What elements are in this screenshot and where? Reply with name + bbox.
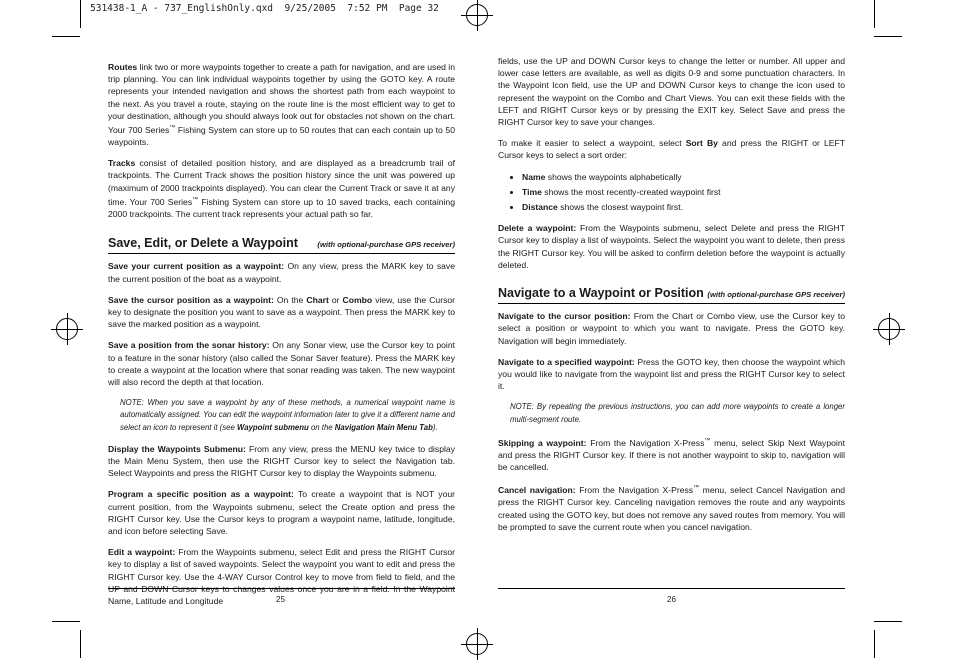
trademark-mark: ™ <box>169 125 176 132</box>
section-heading-save-edit-delete <box>108 237 455 254</box>
cancel-navigation-paragraph: Cancel navigation: From the Navigation X-Press™ menu, select Cancel Navigation and press the RIGHT Cursor key. Canceling navigation removes the route and any waypoints created using the GOTO key, but does not remove any saved routes from memory. You will be prompted to save the current route when you cancel navigation. <box>498 485 846 532</box>
footer-rule-left <box>108 588 455 589</box>
waypoint-note: NOTE: When you save a waypoint by any of these methods, a numerical waypoint name is automatically assigned. You can edit the waypoint information later to give it a different name and select an icon to represent it (see Waypoint submenu on the Navigation Main Menu Tab). <box>120 398 455 432</box>
crop-mark <box>874 630 875 658</box>
page-number-right: 26 <box>667 595 676 604</box>
skipping-paragraph: Skipping a waypoint: From the Navigation X-Press™ menu, select Skip Next Waypoint and press the RIGHT Cursor key. If there is not another waypoint to skip to, navigation will be cancelled. <box>498 437 845 473</box>
section-title: Navigate to a Waypoint or Position <box>498 286 704 301</box>
navigate-cursor-paragraph: Navigate to the cursor position: From the Chart or Combo view, use the Cursor key to select a position or waypoint to which you want to navigate. Press the GOTO key. Navigation will begin immediately. <box>498 311 845 346</box>
tracks-term: Tracks <box>108 158 136 169</box>
navigation-note: NOTE: By repeating the previous instructions, you can add more waypoints to create a longer multi-segment route. <box>510 402 845 424</box>
registration-mark-bottom <box>466 633 488 655</box>
display-submenu-paragraph: Display the Waypoints Submenu: From any view, press the MENU key twice to display the Main Menu System, then use the RIGHT Cursor key to select the Navigation tab. Select Waypoints and press the RIGHT Cursor key to display the Waypoints submenu. <box>108 443 455 479</box>
routes-term: Routes <box>108 62 138 72</box>
navigate-specified-paragraph: Navigate to a specified waypoint: Press the GOTO key, then choose the waypoint which you would like to navigate from the waypoint list and press the RIGHT Cursor key to select it. <box>498 356 846 392</box>
trademark-mark: ™ <box>192 196 199 203</box>
tracks-paragraph: Tracks consist of detailed position history, and are displayed as a breadcrumb trail of trackpoints. The Current Track shows the position history since the unit was powered up (maximum of 2000 trackpoints displayed). You can clear the Current Track or save it at any time. Your 700 Series™ Fishing System can store up to 10 saved tracks, each containing 2000 trackpoints. The current track represents your actual path so far. <box>108 158 455 219</box>
save-sonar-paragraph: Save a position from the sonar history: On any Sonar view, use the Cursor key to point to a feature in the sonar history (also called the Sonar Saver feature). Press the MARK key to create a waypoint at the location where that sonar reading was taken. The new waypoint will also record the depth at that location. <box>108 340 455 387</box>
sort-options-list <box>498 171 845 214</box>
list-item: • Distance shows the closest waypoint first. <box>522 201 845 213</box>
trademark-mark: ™ <box>704 437 711 444</box>
crop-mark <box>52 621 80 622</box>
program-position-paragraph: Program a specific position as a waypoint: To create a waypoint that is NOT your current position, from the Waypoints submenu, select the Create option and press the RIGHT Cursor key. Use the Cursor keys to program a waypoint name, latitude, longitude, and icon before selecting Save. <box>108 489 455 537</box>
crop-mark <box>874 621 902 622</box>
sort-paragraph: To make it easier to select a waypoint, select Sort By and press the RIGHT or LEFT Cursor keys to select a sort order: <box>498 138 846 161</box>
crop-mark <box>80 630 81 658</box>
edit-waypoint-paragraph: Edit a waypoint: From the Waypoints submenu, select Edit and press the RIGHT Cursor key to display a list of saved waypoints. Select the waypoint you want to edit and press the RIGHT Cursor key. Use the 4-WAY Cursor Control key to move from field to field, and the Name, Latitude and Longitude <box>108 547 455 607</box>
footer-rule-right <box>498 588 845 589</box>
left-page-column <box>108 61 455 616</box>
crop-mark <box>874 0 875 28</box>
section-heading-navigate <box>498 287 845 304</box>
crop-mark <box>52 36 80 37</box>
registration-mark-left <box>56 318 78 340</box>
crop-mark <box>80 0 81 28</box>
save-cursor-paragraph: Save the cursor position as a waypoint: On the Chart or Combo view, use the Cursor key to designate the position you want to save as a waypoint. Then press the MARK key to save the marked position as a waypoint. <box>108 294 456 330</box>
crop-mark <box>874 36 902 37</box>
registration-mark-right <box>878 318 900 340</box>
list-item: • Time shows the most recently-created waypoint first <box>522 186 845 198</box>
page-number-left: 25 <box>276 595 285 604</box>
delete-waypoint-paragraph: Delete a waypoint: From the Waypoints submenu, select Delete and press the RIGHT Cursor key to display a list of waypoints. Select the waypoint you want to delete, then press the RIGHT Cursor key. You will be asked to confirm deletion before the waypoint is actually deleted. <box>498 223 845 270</box>
section-title: Save, Edit, or Delete a Waypoint <box>108 236 298 251</box>
right-page-column <box>498 55 845 542</box>
trademark-mark: ™ <box>693 485 700 492</box>
save-current-paragraph: Save your current position as a waypoint: On any view, press the MARK key to save the current position of the boat as a waypoint. <box>108 261 456 284</box>
file-header: 531438-1_A - 737_EnglishOnly.qxd 9/25/2005 7:52 PM Page 32 <box>90 3 439 14</box>
registration-mark-top <box>466 4 488 26</box>
section-note: (with optional-purchase GPS receiver) <box>317 240 455 250</box>
routes-paragraph: Routes link two or more waypoints together to create a path for navigation, and are used in trip planning. You can link individual waypoints together by using the GOTO key. A route represents your intended navigation and shows the shortest path from each waypoint to the next. As you travel a route, staying on the route line is the most efficient way to get to your destination, although you should always look out for obstacles not shown on the chart. Your 700 Series™ Fishing System can store up to 50 routes that can each contain up to 50 waypoints. <box>108 62 455 148</box>
continuation-paragraph: fields, use the UP and DOWN Cursor keys to change the letter or number. All upper and lower case letters are available, as well as digits 0-9 and some punctuation characters. In the Waypoint Icon field, use the UP and DOWN Cursor keys to change the icon used to represent the waypoint on the Combo and Chart Views. You can exit these fields with the LEFT and RIGHT Cursor keys or by pressing the EXIT key. Select Save and press the RIGHT Cursor key to save your changes. <box>498 56 845 128</box>
list-item: • Name shows the waypoints alphabetically <box>522 171 845 183</box>
section-note: (with optional-purchase GPS receiver) <box>707 290 845 300</box>
